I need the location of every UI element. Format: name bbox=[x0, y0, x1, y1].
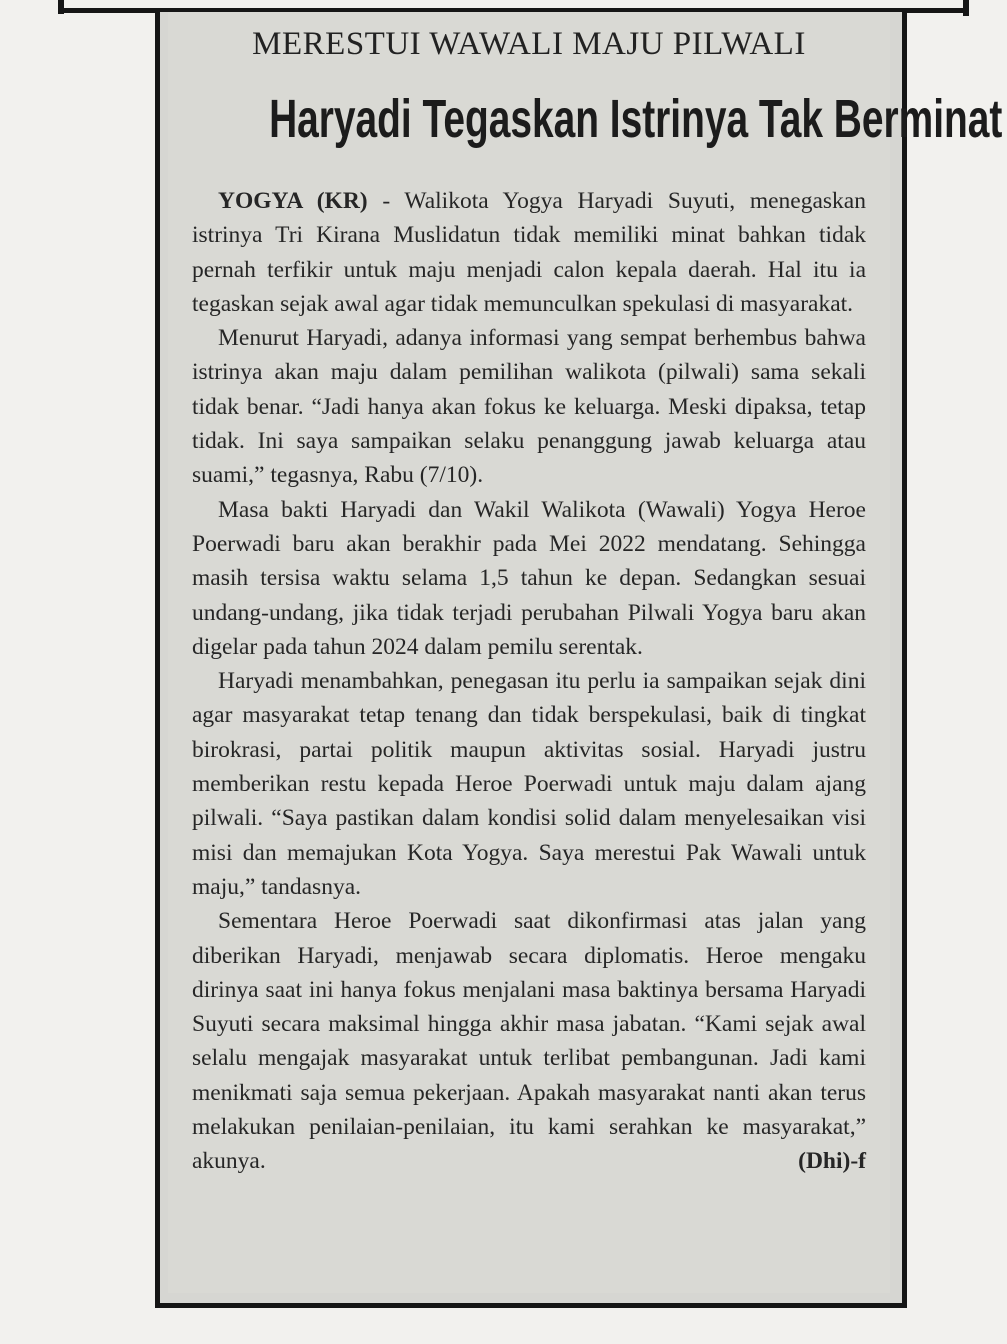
article-paragraph-1 bbox=[192, 184, 866, 321]
article-paragraph-5 bbox=[192, 904, 866, 1178]
article-paragraph-1-text: - Walikota Yogya Haryadi Suyuti, menegaskan istrinya Tri Kirana Muslidatun tidak memiliki minat bahkan tidak pernah terfikir untuk maju menjadi calon kepala daerah. Hal itu ia tegaskan sejak awal agar tidak memunculkan spekulasi di masyarakat. bbox=[192, 188, 866, 317]
article-paragraph-3: Masa bakti Haryadi dan Wakil Walikota (Wawali) Yogya Heroe Poerwadi baru akan berakhir pada Mei 2022 mendatang. Sehingga masih tersisa waktu selama 1,5 tahun ke depan. Sedangkan sesuai undang-undang, jika tidak terjadi perubahan Pilwali Yogya baru akan digelar pada tahun 2024 dalam pemilu serentak. bbox=[192, 496, 866, 660]
article-dateline: YOGYA (KR) bbox=[218, 188, 368, 214]
article-byline: (Dhi)-f bbox=[798, 1148, 866, 1175]
article-paragraph-4: Haryadi menambahkan, penegasan itu perlu ia sampaikan sejak dini agar masyarakat tetap tenang dan tidak berspekulasi, baik di tingkat birokrasi, partai politik maupun aktivitas sosial. Haryadi justru memberikan restu kepada Heroe Poerwadi untuk maju dalam ajang pilwali. “Saya pastikan dalam kondisi solid dalam menyelesaikan visi misi dan memajukan Kota Yogya. Saya merestui Pak Wawali untuk maju,” tandasnya. bbox=[192, 668, 866, 900]
article-body bbox=[192, 184, 866, 1179]
article-headline: Haryadi Tegaskan Istrinya Tak Berminat bbox=[269, 89, 1003, 149]
newspaper-clipping-frame bbox=[155, 12, 1003, 1308]
newspaper-clipping bbox=[168, 12, 1003, 1293]
article-paragraph-2: Menurut Haryadi, adanya informasi yang sempat berhembus bahwa istrinya akan maju dalam pemilihan walikota (pilwali) sama sekali tidak benar. “Jadi hanya akan fokus ke keluarga. Meski dipaksa, tetap tidak. Ini saya sampaikan selaku penanggung jawab keluarga atau suami,” tegasnya, Rabu (7/10). bbox=[192, 325, 866, 489]
article-paragraph-5-text: Sementara Heroe Poerwadi saat dikonfirmasi atas jalan yang diberikan Haryadi, menjawab secara diplomatis. Heroe mengaku dirinya saat ini hanya fokus menjalani masa baktinya bersama Haryadi Suyuti secara maksimal hingga akhir masa jabatan. “Kami sejak awal selalu mengajak masyarakat untuk terlibat pembangunan. Jadi kami menikmati saja semua pekerjaan. Apakah masyarakat nanti akan terus melakukan penilaian-penilaian, itu kami serahkan ke masyarakat,” akunya. bbox=[192, 908, 866, 1175]
article-kicker: MERESTUI WAWALI MAJU PILWALI bbox=[252, 26, 806, 62]
